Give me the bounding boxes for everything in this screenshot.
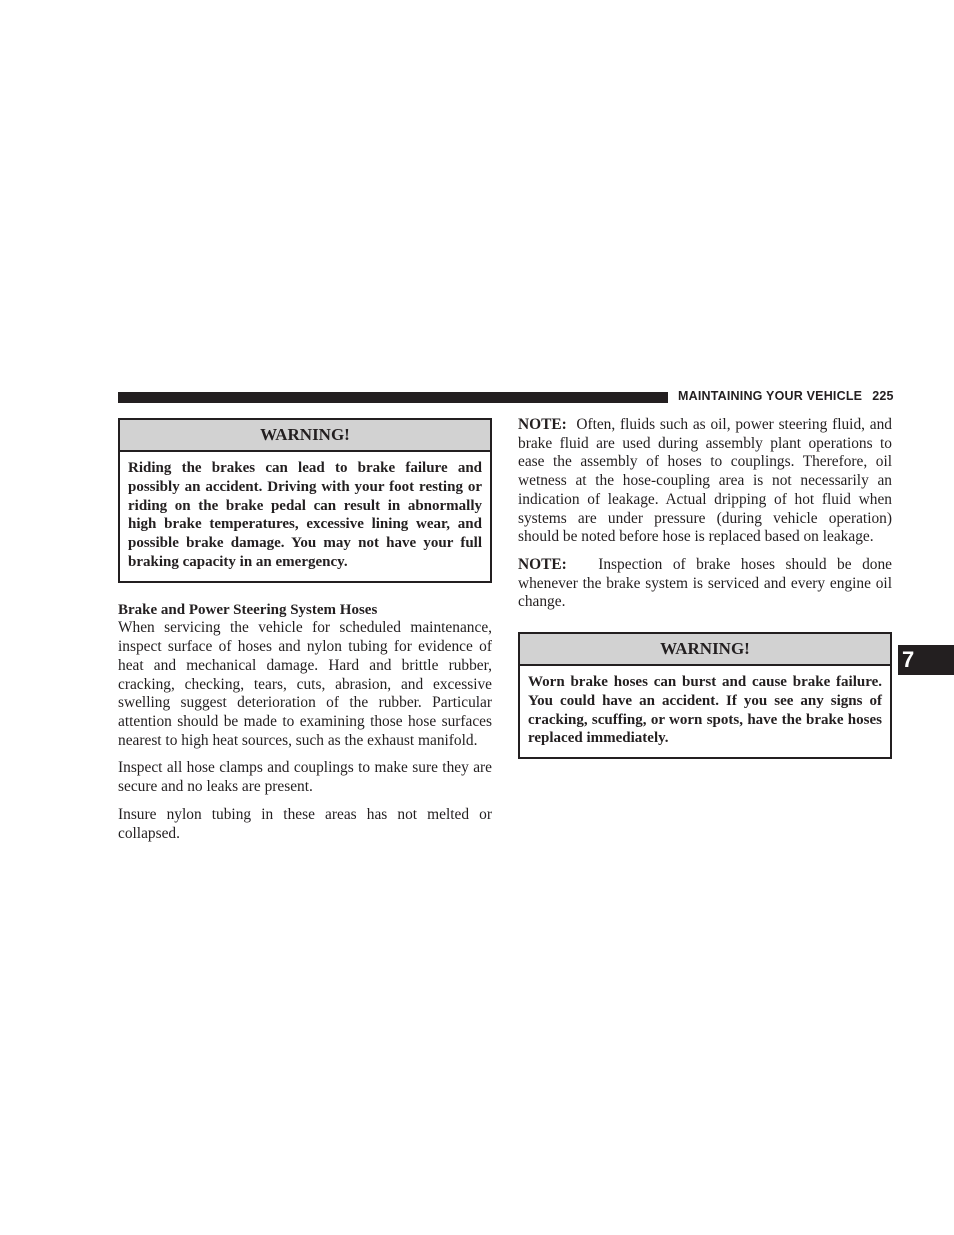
note-label: NOTE: bbox=[518, 555, 567, 573]
chapter-tab: 7 bbox=[898, 645, 954, 675]
warning-title: WARNING! bbox=[120, 420, 490, 452]
paragraph-nylon-tubing: Insure nylon tubing in these areas has not melted or collapsed. bbox=[118, 805, 492, 842]
header-rule bbox=[118, 392, 668, 403]
paragraph-hoses-inspection: When servicing the vehicle for scheduled maintenance, inspect surface of hoses and nylon tubing for evidence of heat and mechanical damage. Hard and brittle rubber, cracking, checking, tears, cuts, abrasion, and excessive swelling suggest deterioration of the rubber. Particular attention should be made to examining those hose surfaces nearest to high heat sources, such as the exhaust manifold. bbox=[118, 619, 492, 749]
paragraph-clamps: Inspect all hose clamps and couplings to make sure they are secure and no leaks are present. bbox=[118, 759, 492, 796]
warning-box-worn-hoses bbox=[518, 632, 892, 759]
note-text: Often, fluids such as oil, power steering fluid, and brake fluid are used during assembly plant operations to ease the assembly of hoses to couplings. Therefore, oil wetness at the hose-coupling area is not necessarily an indication of leakage. Actual dripping of hot fluid when systems are under pressure (during vehicle operation) should be noted before hose is replaced based on leakage. bbox=[518, 416, 892, 546]
warning-title: WARNING! bbox=[520, 634, 890, 666]
note-inspection bbox=[518, 556, 892, 612]
warning-box-riding-brakes bbox=[118, 418, 492, 583]
section-subheading: Brake and Power Steering System Hoses bbox=[118, 601, 378, 618]
running-header bbox=[678, 389, 894, 403]
note-fluids bbox=[518, 416, 892, 547]
note-label: NOTE: bbox=[518, 416, 567, 433]
section-title: MAINTAINING YOUR VEHICLE bbox=[678, 389, 863, 403]
warning-body: Worn brake hoses can burst and cause brake failure. You could have an accident. If you see any signs of cracking, scuffing, or worn spots, have the brake hoses replaced immediately. bbox=[528, 674, 882, 747]
page-number: 225 bbox=[872, 389, 894, 403]
right-column bbox=[518, 416, 892, 759]
warning-body: Riding the brakes can lead to brake failure and possibly an accident. Driving with your foot resting or riding on the brake pedal can result in abnormally high brake temperatures, excessive lining wear, and possible brake damage. You may not have your full braking capacity in an emergency. bbox=[128, 460, 482, 570]
left-column bbox=[118, 418, 492, 843]
note-text: Inspection of brake hoses should be done whenever the brake system is serviced and every engine oil change. bbox=[518, 555, 892, 611]
